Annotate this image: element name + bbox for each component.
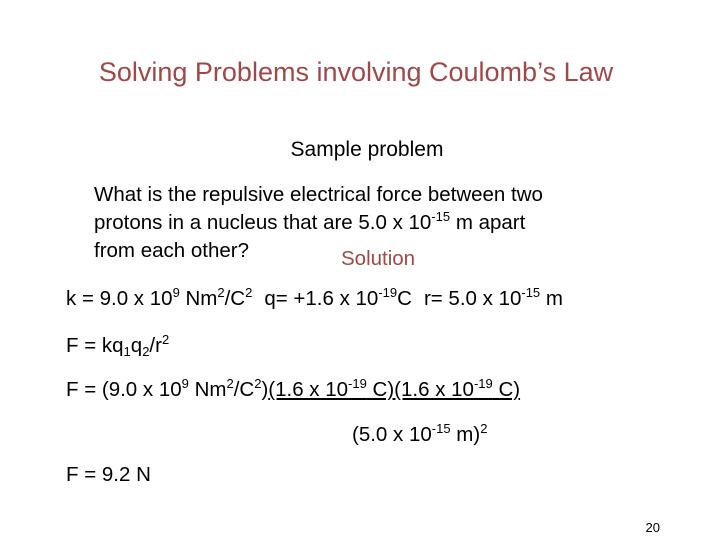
exponent: -15 <box>521 285 541 300</box>
exponent: 9 <box>172 285 180 300</box>
k-value: k = 9.0 x 10 <box>66 287 173 310</box>
solution-label: Solution <box>341 247 416 270</box>
exponent: 2 <box>245 285 253 300</box>
substitution-text: ) <box>261 378 269 401</box>
exponent: 2 <box>217 285 225 300</box>
exponent: 2 <box>480 421 488 436</box>
denominator-text: (5.0 x 10 <box>352 423 432 446</box>
problem-text: m apart <box>450 211 526 234</box>
exponent: -19 <box>473 376 493 391</box>
q-value: q= +1.6 x 10 <box>264 287 379 310</box>
numerator <box>268 378 520 401</box>
r-value: r= 5.0 x 10 <box>423 287 522 310</box>
formula-text: q <box>130 334 143 357</box>
substitution-text: F = (9.0 x 10 <box>66 378 182 401</box>
substitution-text: /C <box>233 378 255 401</box>
k-unit: /C <box>224 287 246 310</box>
exponent: -15 <box>431 421 451 436</box>
given-values <box>66 287 563 311</box>
formula-text: /r <box>149 334 162 357</box>
subscript: 2 <box>142 344 150 359</box>
final-answer: F = 9.2 N <box>66 463 151 486</box>
exponent: 2 <box>254 376 262 391</box>
exponent: -19 <box>348 376 367 391</box>
subscript: 1 <box>123 344 131 359</box>
denominator <box>352 423 487 447</box>
q-unit: C <box>397 287 412 310</box>
problem-line-2 <box>94 209 674 237</box>
numerator-text: C)(1.6 x 10 <box>366 378 474 401</box>
exponent: -19 <box>378 285 398 300</box>
r-unit: m <box>540 287 563 310</box>
page-number: 20 <box>645 520 660 535</box>
exponent: 2 <box>226 376 234 391</box>
coulomb-formula <box>66 334 169 358</box>
exponent: 9 <box>181 376 189 391</box>
k-unit: Nm <box>179 287 218 310</box>
formula-text: F = kq <box>66 334 124 357</box>
numerator-text: (1.6 x 10 <box>268 378 349 401</box>
substitution-line <box>66 378 520 402</box>
substitution-text: Nm <box>188 378 227 401</box>
slide-title: Solving Problems involving Coulomb’s Law <box>98 57 614 87</box>
denominator-text: m) <box>450 423 481 446</box>
problem-line-3: from each other? <box>94 239 249 262</box>
exponent: 2 <box>161 332 170 347</box>
problem-text: protons in a nucleus that are 5.0 x 10 <box>94 211 432 234</box>
exponent: -15 <box>431 209 451 224</box>
slide-subtitle: Sample problem <box>290 138 444 161</box>
numerator-text: C) <box>492 378 521 401</box>
problem-line-1: What is the repulsive electrical force between two <box>94 183 543 206</box>
